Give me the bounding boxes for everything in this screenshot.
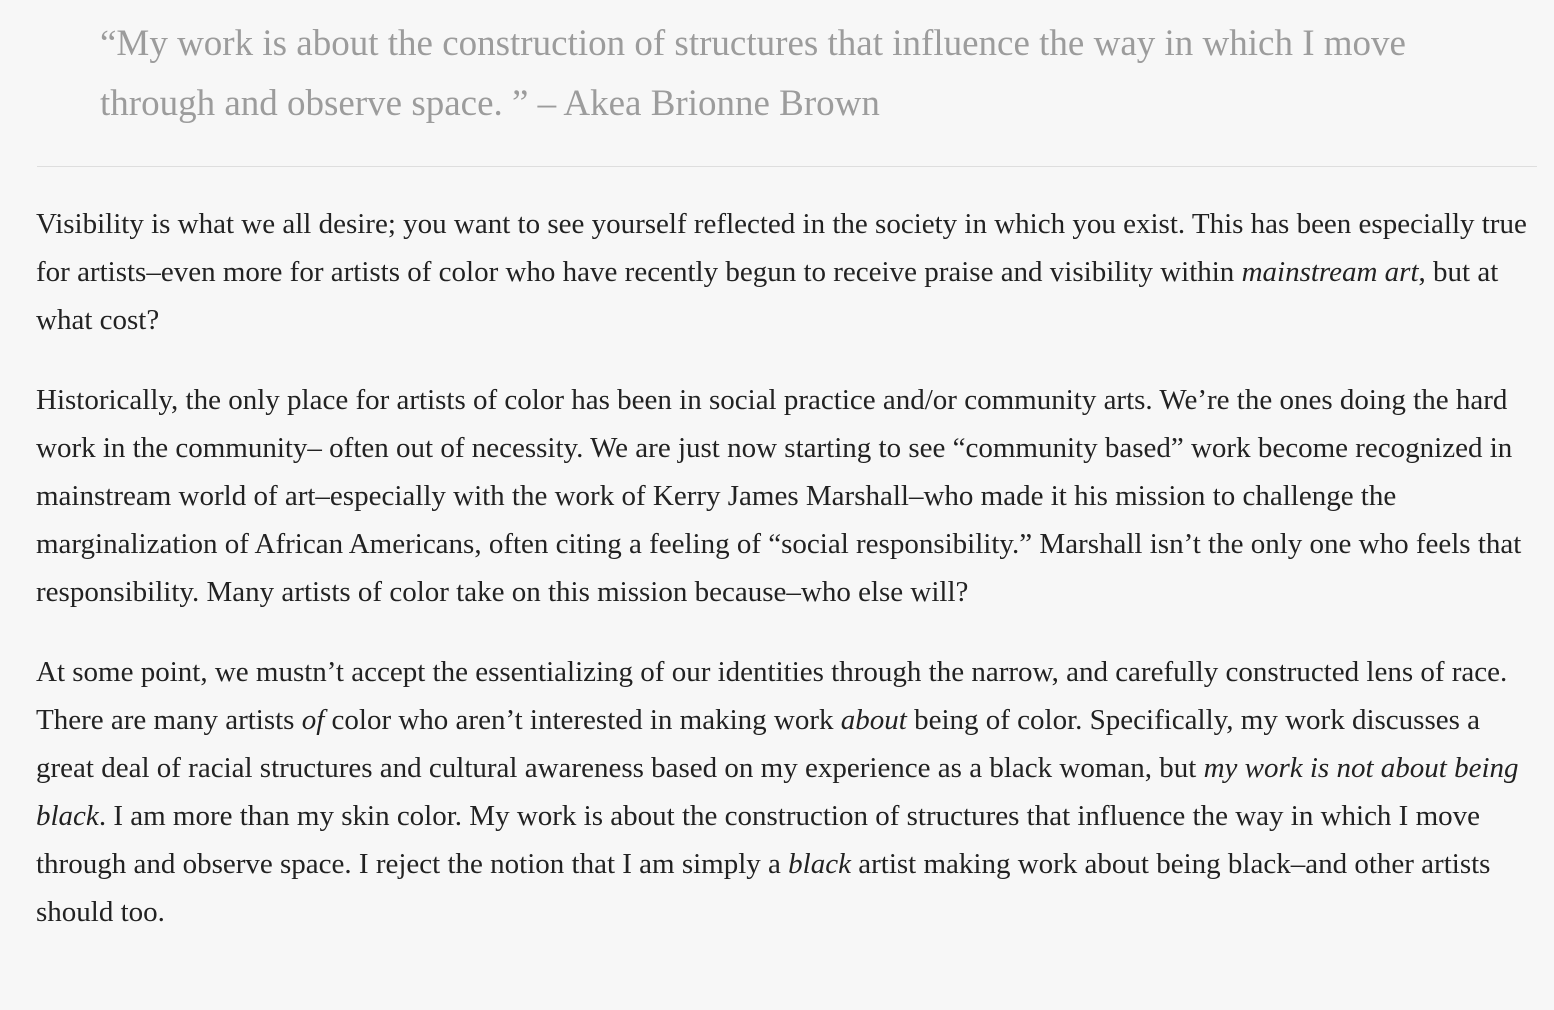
divider <box>37 166 1537 167</box>
emphasis-not-about-being-black: my work is not about being black <box>36 752 1519 832</box>
pull-quote <box>100 14 1500 134</box>
paragraph-visibility: Visibility is what we all desire; you want to see yourself reflected in the society in which you exist. This has been especially true for artists–even more for artists of color who have recently begun to receive praise and visibility within mainstream art, but at what cost? <box>36 208 1527 336</box>
pull-quote-text: “My work is about the construction of structures that influence the way in which I move through and observe space. ” – Akea Brionne Brown <box>100 23 1406 124</box>
article-body <box>36 200 1540 968</box>
paragraph-historically: Historically, the only place for artists of color has been in social practice and/or community arts. We’re the ones doing the hard work in the community– often out of necessity. We are just now starting to see “community based” work become recognized in mainstream world of art–especially with the work of Kerry James Marshall–who made it his mission to challenge the marginalization of African Americans, often citing a feeling of “social responsibility.” Marshall isn’t the only one who feels that responsibility. Many artists of color take on this mission because–who else will? <box>36 384 1522 608</box>
paragraph-essentializing: At some point, we mustn’t accept the essentializing of our identities through the narrow, and carefully constructed lens of race. There are many artists of color who aren’t interested in making work about being of color. Specifically, my work discusses a great deal of racial structures and cultural awareness based on my experience as a black woman, but my work is not about being black. I am more than my skin color. My work is about the construction of structures that influence the way in which I move through and observe space. I reject the notion that I am simply a black artist making work about being black–and other artists should too. <box>36 656 1519 928</box>
emphasis-black: black <box>788 848 851 880</box>
emphasis-mainstream-art: mainstream art <box>1241 256 1419 288</box>
emphasis-of: of <box>301 704 325 736</box>
emphasis-about: about <box>840 704 907 736</box>
